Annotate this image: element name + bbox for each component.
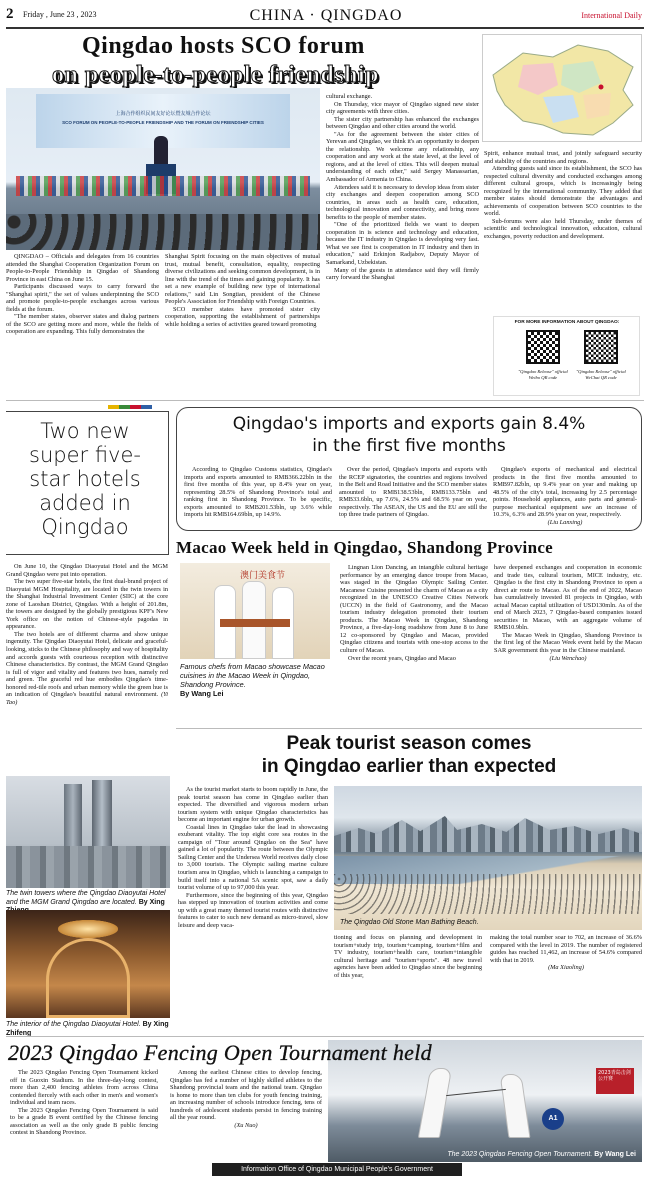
footer-bar (212, 1163, 462, 1176)
fencing-column-2 (170, 1069, 322, 1129)
section-rule (6, 1036, 644, 1037)
sco-paragraph: "One of the prioritized fields we want to deepen cooperation in is science and technology and education, because the IT industry in Qingdao is developing very fast. What we see first is cooperation in IT industry and then in education," said Erkinjon Radjabov, Deputy Mayor of Samarkand, Uzbekistan. (326, 221, 479, 267)
trade-paragraph: Qingdao's exports of mechanical and electrical products in the first five months amounted to RMB97.82bln, up 9.4% year on year and making up 48.5% of the city's total, increasing by 2.5 percentage points. Household appliances, auto parts and general-purpose mechanical equipment saw an increase of 10.3%, 6.3% and 28.9% year on year, respectively. (493, 466, 637, 519)
tourism-byline: (Ma Xiaoling) (548, 964, 584, 972)
macao-byline: (Liu Wenchao) (549, 654, 587, 662)
hotels-caption-1-byline: By Xing (138, 898, 165, 906)
macao-festival-sign: 澳门美食节 (240, 571, 286, 581)
macao-caption (180, 662, 332, 698)
fencer-left (418, 1068, 452, 1138)
sco-paragraph: cultural exchange. (326, 93, 373, 100)
page-number: 2 (6, 6, 14, 22)
scoreboard (542, 1108, 564, 1130)
masthead-rule (6, 27, 644, 29)
sco-paragraph: Attendees said it is necessary to develop ideas from sister city exchanges and deepen cooperation among SCO countries, in areas such as health care, education, technological innovation and connectivity, and bring more benefits to the people of member states. (326, 183, 479, 221)
tourism-column-2 (334, 934, 482, 979)
macao-caption-text: Famous chefs from Macao showcase Macao cuisines in the Macao Week in Qingdao, Shandong Province. (180, 662, 325, 689)
city-buildings (6, 846, 170, 888)
beach-caption: The Qingdao Old Stone Man Bathing Beach. (340, 918, 479, 926)
fencing-paragraph: Among the earliest Chinese cities to develop fencing, Qingdao has fed a number of highly skilled athletes to the Shandong provincial team and the national team. Qingdao is home to more than ten clubs for youth fencing training, an increasing number of schools introduce fencing, tens of hundreds of adolescent students persist in fencing training all the year round. (170, 1069, 322, 1122)
tourism-paragraph: As the tourist market starts to boom rapidly in June, the peak tourist season has come in Qingdao earlier than expected. The diversified and vigorous modern urban tourism system with unique Qingdao characteristics has become an important engine for urban growth. (178, 786, 328, 824)
hotels-paragraph: On June 10, the Qingdao Diaoyutai Hotel and the MGM Grand Qingdao were put into operation. (6, 563, 168, 578)
wechat-qr-label: "Qingdao Release" official WeChat QR code (576, 369, 626, 380)
macao-column-2 (494, 564, 642, 662)
tourism-paragraph: tioning and focus on planning and development in tourism+study trip, tourism+camping, tourism+film and TV industry, tourism+health care, tourism+intangible cultural heritage and "tourism+sports". 48 new travel agencies have been added to Qingdao since the beginning of this year, (334, 934, 482, 979)
tourism-paragraph: making the total number soar to 702, an increase of 36.6% compared with the level in 2019. The number of registered guides has reached 11,462, an increase of 54.6% compared with that in 2019. (490, 934, 642, 964)
issue-date: Friday , June 23 , 2023 (23, 10, 97, 19)
macao-caption-byline: By Wang Lei (180, 689, 224, 698)
fencing-sign: 2023青岛击剑公开赛 (596, 1068, 634, 1094)
macao-headline: Macao Week held in Qingdao, Shandong Province (176, 538, 554, 557)
weibo-qr-label: "Qingdao Release" official Weibo QR code (518, 369, 568, 380)
sco-paragraph: The sister city partnership has enhanced the exchanges between Qingdao and other cities around the world. (326, 115, 479, 131)
macao-paragraph: Lingnan Lion Dancing, an intangible cultural heritage performance by an emerging dance troupe from Macao, was staged in the Qingdao Olympic Sailing Center. Macanese Cuisine presented the charm of Macao as a city recognized in the UNESCO Creative Cities Network (UCCN) in the field of Gastronomy, and the Macao tourism industry delegation promoted their tourism products. The Macao Week in Qingdao, Shandong Province, a five-day-long roadshow from June 8 to June 12 co-sponsored by Qingdao and Macao, provided Qingdao citizens and tourists with one-stop access to the culture of Macao. (340, 564, 488, 655)
sco-paragraph: On Thursday, vice mayor of Qingdao signed new sister city agreements with three cities. (326, 100, 479, 116)
hotels-column (6, 563, 168, 706)
hotels-paragraph (6, 631, 168, 706)
food-tray (220, 619, 290, 627)
fencing-headline: 2023 Qingdao Fencing Open Tournament held (8, 1040, 432, 1065)
sco-forum-photo (6, 88, 320, 250)
trade-byline: (Liu Lanxing) (547, 518, 583, 526)
flags-row (16, 176, 310, 196)
qr-title: FOR MORE INFORMATION ABOUT QINGDAO: (514, 320, 620, 325)
trade-headline-1: Qingdao's imports and exports gain 8.4% (232, 414, 586, 434)
sco-paragraph: Participants discussed ways to carry forward the "Shanghai spirit," the set of values underpinning the SCO and promote people-to-people exchanges across various fields at the forum. (6, 283, 159, 313)
sco-column-1 (6, 253, 159, 336)
hotel-interior-photo (6, 910, 170, 1018)
sco-paragraph: Many of the guests in attendance said they will firmly carry forward the Shanghai (326, 266, 479, 282)
fencing-paragraph: The 2023 Qingdao Fencing Open Tournament is said to be a grade B event certified by the Chinese fencing association as well as the only grade B public fencing contest in Shandong Province. (10, 1106, 158, 1137)
macao-paragraph: The Macao Week in Qingdao, Shandong Province is the first leg of the Macao Week event held by the Macao SAR government this year in the Chinese mainland. (494, 631, 642, 655)
trade-column-3 (493, 466, 637, 526)
fencing-caption (447, 1151, 636, 1160)
tourism-headline-1: Peak tourist season comes (286, 733, 532, 754)
macao-paragraph: have deepened exchanges and cooperation in economic and trade ties, cultural tourism, MICE industry, etc. Qingdao is the first city in Shandong Province to open a direct air route to Macao. As of the end of 2022, Macao has cumulatively invested 81 projects in Qingdao, with actual Macao capital utilization of USD130mln. As of the end of March 2023, 7 Qingdao-based companies issued securities in Macao, with an aggregate volume of RMB10.9bln. (494, 564, 642, 632)
fencing-column-1 (10, 1069, 158, 1137)
audience-heads (6, 214, 320, 250)
twin-towers-photo (6, 776, 170, 888)
tourism-paragraph: Furthermore, since the beginning of this year, Qingdao has stepped up innovation of tourism activities and come up with a great many themed tourist routes with distinctive features to cater to such new demand as micro-travel, slow leisure and deep vaca- (178, 891, 328, 929)
sco-headline-2: on people-to-people friendship (52, 62, 380, 88)
sco-map-graphic (482, 34, 642, 142)
tourism-paragraph: Coastal lines in Qingdao take the lead in showcasing exuberant vitality. The top eight core sea routes in the campaign of "Tour around Qingdao on the Sea" have gained a lot of popularity. The route between the Olympic Sailing Center and the Undersea World receives daily close to 3,000 tourists. The Olympic sailing marine culture tourism area in Qingdao, which is launching a campaign to build itself into a national 5A scenic spot, saw a daily tourist volume of up to 97,000 this year. (178, 823, 328, 892)
sco-headline-1: Qingdao hosts SCO forum (82, 33, 365, 59)
fencing-byline: (Xu Nuo) (234, 1121, 258, 1129)
sco-paragraph: Spirit, enhance mutual trust, and jointly safeguard security and stability of the countries and regions. (484, 150, 642, 165)
trade-column-2 (339, 466, 487, 519)
fencing-blade (446, 1089, 506, 1096)
forum-banner-en: SCO FORUM ON PEOPLE-TO-PEOPLE FRIENDSHIP AND THE FORUM ON FRIENDSHIP CITIES (62, 120, 264, 125)
masthead (6, 6, 644, 26)
fencing-caption-byline: By Wang Lei (594, 1150, 636, 1158)
fencing-paragraph: The 2023 Qingdao Fencing Open Tournament kicked off in Guoxin Stadium. In the three-day-long contest, more than 2,400 fencing athletes from across China contended fiercely with each other in men's and women's individual and team races. (10, 1069, 158, 1107)
interior-arch (46, 938, 130, 1018)
macao-paragraph: Over the recent years, Qingdao and Macao (348, 654, 456, 662)
sco-paragraph: SCO member states have promoted sister city cooperation, supporting the establishment of partnerships while holding a series of activities geared toward promoting (165, 305, 320, 328)
beach-crowd (334, 874, 642, 914)
macao-chefs-photo (180, 563, 330, 659)
sco-column-3 (326, 93, 479, 282)
macao-column-1 (340, 564, 488, 662)
hotels-caption-1-text: The twin towers where the Qingdao Diaoyutai Hotel and the MGM Grand Qingdao are located. (6, 890, 166, 906)
sco-column-4 (484, 150, 642, 241)
wechat-qr-icon (584, 330, 618, 364)
beach-photo (334, 786, 642, 930)
hotels-paragraph-text: The two hotels are of different charms and show unique ingenuity. The Qingdao Diaoyutai Hotel, delicate and graceful-looking, sticks to the Chinese philosophy and way of hospitality and accords guests with courteous reception with distinctive Chinese characteristics. By contrast, the MGM Grand Qingdao is full of vigor and vitality and features two hues, namely red and green. The graceful red hue embodies Qingdao's time-honored red-tile roofs and urban memory while the green hue is an indication of Qingdao's beautiful natural environment. (6, 630, 168, 699)
section-rule (176, 728, 642, 729)
city-skyline (334, 812, 642, 852)
tourism-column-1 (178, 786, 328, 929)
trade-paragraph: Over the period, Qingdao's imports and exports with the RCEP signatories, the countries and regions involved in the Belt and Road Initiative and the SCO member states amounted to RMB138.53bln, RMB133.75bln and RMB33.6bln, up 7.6%, 24.5% and 68.5% year on year, respectively. The ASEAN, the US and the EU are still the top three trade partners of Qingdao. (339, 466, 487, 519)
hotels-caption-2-text: The interior of the Qingdao Diaoyutai Hotel. (6, 1021, 141, 1028)
section-rule (6, 400, 644, 401)
sco-paragraph: Shanghai Spirit focusing on the main objectives of mutual trust, mutual benefit, consultation, equality, respecting diverse civilizations and seeking common development, is in line with the trend of the times and gaining popularity. It has set a new example of building new type of international relations," said Lin Songtian, president of the Chinese People's Association for Friendship with Foreign Countries. (165, 253, 320, 306)
qr-box (493, 316, 640, 396)
trade-headline-2: in the first five months (312, 436, 506, 456)
hotel-color-bars (108, 405, 152, 409)
masthead-title: CHINA · QINGDAO (249, 7, 403, 24)
sco-paragraph: "The member states, observer states and dialog partners of the SCO are getting more and more, while the fields of cooperation are expanding. This fully demonstrates the (6, 313, 159, 336)
sco-paragraph: QINGDAO – Officials and delegates from 16 countries attended the Shanghai Cooperation Organization Forum on People-to-People Friendship in Qingdao of Shandong Province in east China on June 15. (6, 253, 159, 283)
hotels-paragraph: The two super five-star hotels, the first dual-brand project of Diaoyutai MGM Hospitality, are located in the twin towers in the Shanghai Industrial Investment Center (SIIC) at the core zone of Laoshan District, Qingdao. With a height of 201.8m, the towers are designed by the globally prestigious KPF's New York office on the notion of Chinese-style pagodas in appearance. (6, 578, 168, 631)
hotels-caption-2-byline: By Xing Zhifeng (6, 1021, 169, 1037)
sco-paragraph: Attending guests said since its establishment, the SCO has respected cultural diversity and conducted exchanges among different cultural groups, which is increasingly being recognized by the international community. They added that member states should demonstrate the advantages and achievements of cooperation between SCO countries to the world. (484, 165, 642, 218)
china-map-icon (483, 35, 642, 142)
tourism-column-3 (490, 934, 642, 972)
footer-text: Information Office of Qingdao Municipal People's Government (241, 1166, 433, 1173)
fencing-caption-text: The 2023 Qingdao Fencing Open Tournament. (447, 1150, 593, 1158)
sco-paragraph: Sub-forums were also held Thursday, under themes of scientific and technological innovation, education, cultural exchanges, poverty reduction and development. (484, 217, 642, 241)
hotels-byline: (Yi Tao) (6, 691, 168, 706)
trade-column-1 (184, 466, 332, 519)
trade-paragraph: According to Qingdao Customs statistics, Qingdao's imports and exports amounted to RMB366.22bln in the first five months of this year, up 8.4% year on year, representing 28.5% of Shandong Province's total and ranking first in Shandong Province. To be specific, exports amounted to RMB201.53bln, up 3.6% while imports hit RMB164.69bln, up 14.9%. (184, 466, 332, 519)
edition-name: International Daily (581, 11, 642, 20)
piste-number: A1 (548, 1115, 558, 1122)
chandelier (58, 920, 118, 938)
tourism-headline-2: in Qingdao earlier than expected (261, 756, 557, 777)
hotels-headline: Two new super five-star hotels added in Qingdao (29, 419, 141, 539)
forum-banner-cn: 上海合作组织民间友好论坛暨友城合作论坛 (115, 111, 211, 117)
weibo-qr-icon (526, 330, 560, 364)
fencer-right (500, 1074, 531, 1138)
sco-column-2 (165, 253, 320, 328)
sco-paragraph: "As for the agreement between the sister cities of Yerevan and Qingdao, we think it's an opportunity to deepen the relationship. We welcome any relationship, any cooperation and any work at the state level, at the level of regions, and at the level of cities. This will deepen mutual understanding of each other," said Sergey Manassarian, Ambassador of Armenia to China. (326, 130, 479, 184)
